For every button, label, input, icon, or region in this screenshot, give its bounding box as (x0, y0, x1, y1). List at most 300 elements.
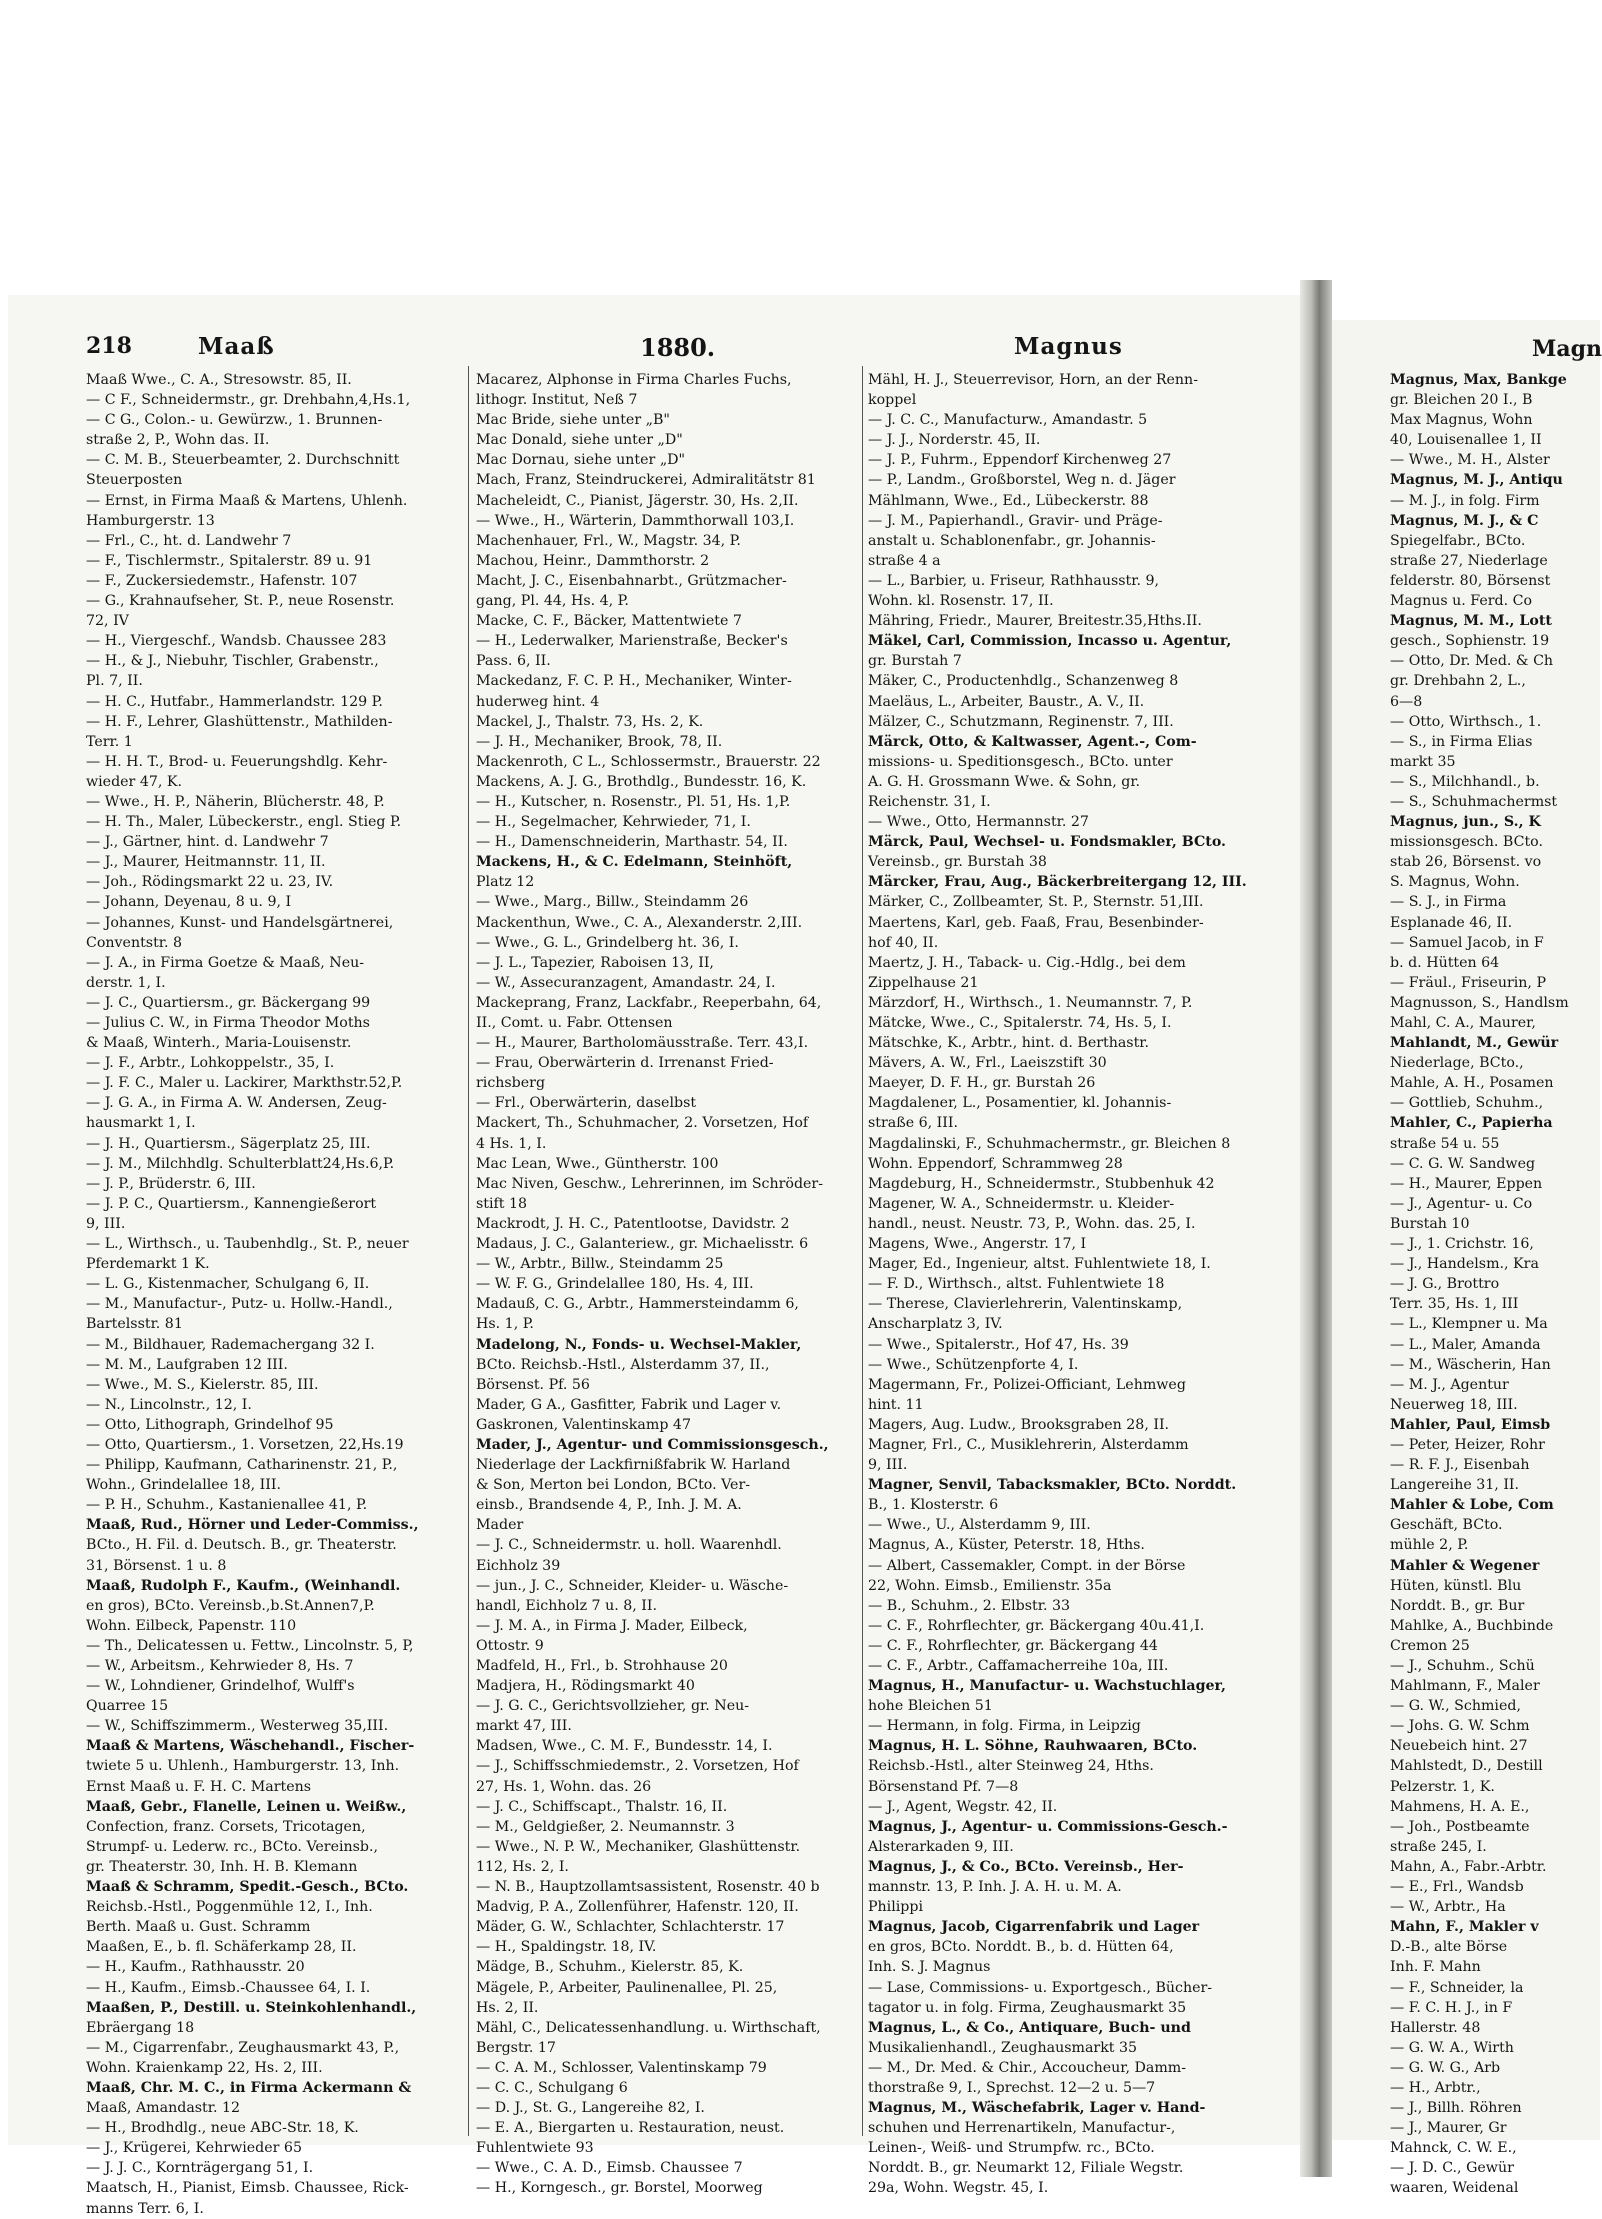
directory-entry-line: mühle 2, P. (1390, 1537, 1469, 1554)
directory-entry-line: Mähl, C., Delicatessenhandlung. u. Wirthschaft, (476, 2019, 821, 2036)
directory-entry-line: — Hermann, in folg. Firma, in Leipzig (868, 1718, 1141, 1735)
directory-entry-line: — H., Viergeschf., Wandsb. Chaussee 283 (86, 633, 387, 650)
directory-entry-line: handl., neust. Neustr. 73, P., Wohn. das. 25, I. (868, 1215, 1196, 1232)
directory-entry-line: Max Magnus, Wohn (1390, 412, 1533, 429)
directory-entry-line: Börsenstand Pf. 7—8 (868, 1778, 1019, 1795)
directory-entry-line: — L., Maler, Amanda (1390, 1336, 1541, 1353)
directory-entry-line: lithogr. Institut, Neß 7 (476, 392, 638, 409)
directory-entry-line: derstr. 1, I. (86, 974, 166, 991)
directory-entry-line: Mader (476, 1517, 524, 1534)
directory-entry-line: Märcker, Frau, Aug., Bäckerbreitergang 12, III. (868, 874, 1247, 891)
directory-entry-line: — H., Kaufm., Rathhausstr. 20 (86, 1959, 305, 1976)
directory-entry-line: Mac Donald, siehe unter „D" (476, 432, 683, 449)
directory-entry-line: — Albert, Cassemakler, Compt. in der Börse (868, 1557, 1186, 1574)
directory-entry-line: Mahler & Wegener (1390, 1557, 1540, 1574)
directory-entry-line: felderstr. 80, Börsenst (1390, 572, 1551, 589)
directory-entry-line: — L., Wirthsch., u. Taubenhdlg., St. P., neuer (86, 1236, 409, 1253)
directory-entry-line: Wohn. kl. Rosenstr. 17, II. (868, 593, 1054, 610)
directory-entry-line: — W., Arbtr., Ha (1390, 1899, 1506, 1916)
directory-entry-line: — Samuel Jacob, in F (1390, 934, 1544, 951)
page-number: 218 (86, 333, 132, 359)
directory-entry-line: Gaskronen, Valentinskamp 47 (476, 1416, 691, 1433)
directory-entry-line: straße 27, Niederlage (1390, 552, 1548, 569)
directory-entry-line: Bartelsstr. 81 (86, 1316, 183, 1333)
directory-entry-line: gr. Bleichen 20 I., B (1390, 392, 1533, 409)
directory-entry-line: Reichsb.-Hstl., alter Steinweg 24, Hths. (868, 1758, 1154, 1775)
directory-entry-line: Mahlke, A., Buchbinde (1390, 1617, 1554, 1634)
directory-entry-line: — G. W., Schmied, (1390, 1698, 1521, 1715)
directory-entry-line: Pelzerstr. 1, K. (1390, 1778, 1495, 1795)
directory-entry-line: Quarree 15 (86, 1698, 169, 1715)
directory-entry-line: — Wwe., G. L., Grindelberg ht. 36, I. (476, 934, 739, 951)
directory-entry-line: b. d. Hütten 64 (1390, 954, 1500, 971)
directory-entry-line: — H., Brodhdlg., neue ABC-Str. 18, K. (86, 2120, 359, 2137)
directory-entry-line: Märzdorf, H., Wirthsch., 1. Neumannstr. 7, P. (868, 994, 1193, 1011)
directory-entry-line: gang, Pl. 44, Hs. 4, P. (476, 593, 629, 610)
directory-entry-line: — J. G. A., in Firma A. W. Andersen, Zeug- (86, 1095, 387, 1112)
directory-entry-line: Maaß, Chr. M. C., in Firma Ackermann & (86, 2079, 412, 2096)
directory-entry-line: Magener, W. A., Schneidermstr. u. Kleider- (868, 1195, 1175, 1212)
directory-entry-line: Magermann, Fr., Polizei-Officiant, Lehmweg (868, 1376, 1186, 1393)
directory-entry-line: Machou, Heinr., Dammthorstr. 2 (476, 552, 710, 569)
directory-entry-line: — J. C., Schiffscapt., Thalstr. 16, II. (476, 1798, 728, 1815)
directory-entry-line: D.-B., alte Börse (1390, 1939, 1508, 1956)
directory-entry-line: — E., Frl., Wandsb (1390, 1879, 1524, 1896)
directory-entry-line: Mäkel, Carl, Commission, Incasso u. Agentur, (868, 633, 1232, 650)
directory-entry-line: Magner, Frl., C., Musiklehrerin, Alsterdamm (868, 1436, 1189, 1453)
directory-entry-line: — H., Spaldingstr. 18, IV. (476, 1939, 657, 1956)
directory-entry-line: — G. W. A., Wirth (1390, 2039, 1514, 2056)
directory-entry-line: Hs. 2, II. (476, 1999, 539, 2016)
directory-entry-line: Hs. 1, P. (476, 1316, 534, 1333)
directory-entry-line: 4 Hs. 1, I. (476, 1135, 547, 1152)
directory-entry-line: A. G. H. Grossmann Wwe. & Sohn, gr. (868, 773, 1141, 790)
directory-column-next-page (1390, 370, 1600, 2197)
directory-entry-line: Hüten, künstl. Blu (1390, 1577, 1522, 1594)
directory-entry-line: waaren, Weidenal (1390, 2180, 1519, 2197)
directory-entry-line: — C. F., Rohrflechter, gr. Bäckergang 40u.41,I. (868, 1617, 1205, 1634)
directory-entry-line: II., Comt. u. Fabr. Ottensen (476, 1015, 673, 1031)
directory-entry-line: — Johs. G. W. Schm (1390, 1718, 1530, 1735)
directory-entry-line: Spiegelfabr., BCto. (1390, 532, 1526, 549)
directory-entry-line: Mähl, H. J., Steuerrevisor, Horn, an der Renn- (868, 372, 1198, 388)
directory-entry-line: — Joh., Rödingsmarkt 22 u. 23, IV. (86, 874, 334, 891)
directory-entry-line: Mackeprang, Franz, Lackfabr., Reeperbahn, 64, (476, 994, 822, 1011)
directory-entry-line: Macheleidt, C., Pianist, Jägerstr. 30, Hs. 2,II. (476, 492, 799, 509)
directory-entry-line: — H. Th., Maler, Lübeckerstr., engl. Stieg P. (86, 814, 402, 831)
directory-entry-line: — H. F., Lehrer, Glashüttenstr., Mathilden- (86, 713, 393, 730)
directory-entry-line: — J. J. C., Kornträgergang 51, I. (86, 2160, 314, 2177)
directory-entry-line: Mackedanz, F. C. P. H., Mechaniker, Winter- (476, 673, 792, 690)
directory-entry-line: — S., in Firma Elias (1390, 733, 1533, 750)
directory-entry-line: — Frau, Oberwärterin d. Irrenanst Fried- (476, 1055, 774, 1072)
directory-entry-line: Magers, Aug. Ludw., Brooksgraben 28, II. (868, 1416, 1170, 1433)
directory-column-2 (476, 370, 861, 2197)
directory-entry-line: Pferdemarkt 1 K. (86, 1256, 210, 1273)
directory-entry-line: — W., Assecuranzagent, Amandastr. 24, I. (476, 974, 776, 991)
directory-entry-line: Wohn. Kraienkamp 22, Hs. 2, III. (86, 2059, 323, 2076)
directory-column-1 (86, 370, 460, 2217)
directory-entry-line: Magens, Wwe., Angerstr. 17, I (868, 1236, 1087, 1253)
directory-entry-line: — Johannes, Kunst- und Handelsgärtnerei, (86, 914, 394, 931)
directory-entry-line: Magnus, M. M., Lott (1390, 613, 1552, 630)
directory-entry-line: BCto. Reichsb.-Hstl., Alsterdamm 37, II., (476, 1356, 770, 1373)
page-header (86, 333, 1136, 363)
directory-entry-line: hint. 11 (868, 1396, 924, 1413)
directory-entry-line: Anscharplatz 3, IV. (868, 1316, 1003, 1333)
directory-entry-line: Machenhauer, Frl., W., Magstr. 34, P. (476, 532, 741, 549)
directory-entry-line: — Wwe., Otto, Hermannstr. 27 (868, 814, 1089, 831)
directory-entry-line: 72, IV (86, 613, 129, 630)
directory-entry-line: Mackenthun, Wwe., C. A., Alexanderstr. 2,III. (476, 914, 803, 931)
directory-entry-line: Leinen-, Weiß- und Strumpfw. rc., BCto. (868, 2140, 1155, 2157)
directory-entry-line: Mäker, C., Productenhdlg., Schanzenweg 8 (868, 673, 1179, 690)
directory-entry-line: Pl. 7, II. (86, 673, 143, 690)
directory-entry-line: — Lase, Commissions- u. Exportgesch., Bücher- (868, 1979, 1213, 1996)
directory-entry-line: Mahn, A., Fabr.-Arbtr. (1390, 1858, 1547, 1875)
directory-entry-line: Magnus, A., Küster, Peterstr. 18, Hths. (868, 1537, 1145, 1554)
directory-entry-line: — J. P. C., Quartiersm., Kannengießerort (86, 1195, 377, 1212)
directory-entry-line: 6—8 (1390, 693, 1423, 710)
directory-entry-line: Wohn. Eilbeck, Papenstr. 110 (86, 1617, 297, 1634)
directory-entry-line: — Julius C. W., in Firma Theodor Moths (86, 1015, 370, 1031)
directory-entry-line: — P., Landm., Großborstel, Weg n. d. Jäger (868, 472, 1176, 489)
directory-entry-line: Mahlmann, F., Maler (1390, 1678, 1540, 1695)
directory-entry-line: Inh. F. Mahn (1390, 1959, 1481, 1976)
directory-entry-line: Mäder, G. W., Schlachter, Schlachterstr. 17 (476, 1919, 785, 1936)
directory-entry-line: Philippi (868, 1899, 923, 1916)
directory-entry-line: Maaß, Amandastr. 12 (86, 2100, 241, 2117)
directory-entry-line: Hamburgerstr. 13 (86, 512, 215, 529)
directory-entry-line: — S., Milchhandl., b. (1390, 773, 1540, 790)
directory-entry-line: — W., Schiffszimmerm., Westerweg 35,III. (86, 1718, 389, 1735)
directory-entry-line: — J., 1. Crichstr. 16, (1390, 1236, 1534, 1253)
directory-entry-line: — Wwe., Spitalerstr., Hof 47, Hs. 39 (868, 1336, 1129, 1353)
directory-entry-line: Mackens, H., & C. Edelmann, Steinhöft, (476, 854, 793, 871)
directory-entry-line: manns Terr. 6, I. (86, 2200, 204, 2217)
directory-entry-line: — L., Klempner u. Ma (1390, 1316, 1548, 1333)
directory-entry-line: — H. H. T., Brod- u. Feuerungshdlg. Kehr- (86, 753, 388, 770)
directory-entry-line: Märck, Paul, Wechsel- u. Fondsmakler, BCto. (868, 834, 1226, 851)
directory-entry-line: Maaßen, P., Destill. u. Steinkohlenhandl., (86, 1999, 417, 2016)
directory-entry-line: Alsterarkaden 9, III. (868, 1838, 1014, 1855)
directory-entry-line: Mahlandt, M., Gewür (1390, 1035, 1559, 1052)
directory-entry-line: gr. Theaterstr. 30, Inh. H. B. Klemann (86, 1858, 358, 1875)
directory-entry-line: — S., Schuhmachermst (1390, 793, 1558, 810)
directory-entry-line: schuhen und Herrenartikeln, Manufactur-, (868, 2120, 1176, 2137)
directory-entry-line: — J. C., Quartiersm., gr. Bäckergang 99 (86, 994, 371, 1011)
directory-entry-line: Terr. 1 (86, 733, 133, 750)
directory-entry-line: Terr. 35, Hs. 1, III (1390, 1296, 1519, 1313)
directory-entry-line: B., 1. Klosterstr. 6 (868, 1497, 999, 1514)
directory-entry-line: — Peter, Heizer, Rohr (1390, 1436, 1545, 1453)
directory-entry-line: — J. L., Tapezier, Raboisen 13, II, (476, 954, 714, 971)
directory-entry-line: Magnus, M., Wäschefabrik, Lager v. Hand- (868, 2100, 1206, 2117)
directory-entry-line: Musikalienhandl., Zeughausmarkt 35 (868, 2039, 1138, 2056)
directory-entry-line: — C. M. B., Steuerbeamter, 2. Durchschnitt (86, 452, 400, 469)
column-divider (862, 366, 863, 2136)
directory-entry-line: 9, III. (86, 1215, 126, 1232)
directory-entry-line: 29a, Wohn. Wegstr. 45, I. (868, 2180, 1049, 2197)
directory-entry-line: Maeläus, L., Arbeiter, Baustr., A. V., II. (868, 693, 1145, 710)
directory-entry-line: hof 40, II. (868, 934, 939, 951)
directory-entry-line: Maaß & Martens, Wäschehandl., Fischer- (86, 1738, 415, 1755)
directory-entry-line: Neuebeich hint. 27 (1390, 1738, 1528, 1755)
directory-entry-line: — M., Wäscherin, Han (1390, 1356, 1551, 1373)
directory-entry-line: — F., Zuckersiedemstr., Hafenstr. 107 (86, 572, 358, 589)
directory-entry-line: — Gottlieb, Schuhm., (1390, 1095, 1544, 1112)
directory-entry-line: Fuhlentwiete 93 (476, 2140, 594, 2157)
directory-entry-line: Langereihe 31, II. (1390, 1477, 1520, 1494)
directory-entry-line: handl, Eichholz 7 u. 8, II. (476, 1597, 658, 1614)
directory-entry-line: anstalt u. Schablonenfabr., gr. Johannis- (868, 532, 1156, 549)
directory-entry-line: S. Magnus, Wohn. (1390, 874, 1520, 891)
directory-entry-line: Norddt. B., gr. Bur (1390, 1597, 1525, 1614)
directory-entry-line: 9, III. (868, 1457, 908, 1474)
directory-entry-line: Steuerposten (86, 472, 183, 489)
directory-entry-line: — Otto, Quartiersm., 1. Vorsetzen, 22,Hs.19 (86, 1436, 404, 1453)
directory-entry-line: — H. C., Hutfabr., Hammerlandstr. 129 P. (86, 693, 383, 710)
directory-entry-line: — J., Billh. Röhren (1390, 2100, 1522, 2117)
directory-entry-line: Mac Bride, siehe unter „B" (476, 412, 670, 429)
directory-entry-line: Niederlage der Lackfirnißfabrik W. Harland (476, 1457, 791, 1474)
directory-entry-line: 22, Wohn. Eimsb., Emilienstr. 35a (868, 1577, 1112, 1594)
directory-entry-line: Zippelhause 21 (868, 974, 979, 991)
directory-entry-line: — H., Kaufm., Eimsb.-Chaussee 64, I. I. (86, 1979, 371, 1996)
directory-entry-line: Magnusson, S., Handlsm (1390, 994, 1569, 1011)
directory-entry-line: — F., Schneider, la (1390, 1979, 1524, 1996)
directory-entry-line: Madelong, N., Fonds- u. Wechsel-Makler, (476, 1336, 802, 1353)
directory-entry-line: — J. F. C., Maler u. Lackirer, Markthstr.52,P. (86, 1075, 403, 1092)
directory-entry-line: — H., Damenschneiderin, Marthastr. 54, II. (476, 834, 788, 851)
directory-entry-line: — J. H., Mechaniker, Brook, 78, II. (476, 733, 723, 750)
directory-entry-line: — B., Schuhm., 2. Elbstr. 33 (868, 1597, 1071, 1614)
directory-entry-line: Magnus, J., Agentur- u. Commissions-Gesch.- (868, 1818, 1228, 1835)
directory-entry-line: — H., Maurer, Eppen (1390, 1175, 1543, 1192)
directory-entry-line: Neuerweg 18, III. (1390, 1396, 1518, 1413)
directory-entry-line: twiete 5 u. Uhlenh., Hamburgerstr. 13, Inh. (86, 1758, 400, 1775)
directory-entry-line: — Joh., Postbeamte (1390, 1818, 1530, 1835)
directory-entry-line: — N. B., Hauptzollamtsassistent, Rosenstr. 40 b (476, 1879, 820, 1896)
directory-entry-line: — H., & J., Niebuhr, Tischler, Grabenstr., (86, 653, 379, 670)
directory-entry-line: Norddt. B., gr. Neumarkt 12, Filiale Wegstr. (868, 2160, 1184, 2177)
directory-entry-line: Mähring, Friedr., Maurer, Breitestr.35,Hths.II. (868, 613, 1202, 630)
directory-entry-line: & Maaß, Winterh., Maria-Louisenstr. (86, 1035, 352, 1052)
directory-entry-line: — C. G. W. Sandweg (1390, 1155, 1536, 1172)
directory-entry-line: Ottostr. 9 (476, 1637, 544, 1654)
directory-entry-line: Confection, franz. Corsets, Tricotagen, (86, 1818, 366, 1835)
directory-entry-line: Mahler & Lobe, Com (1390, 1497, 1554, 1514)
directory-entry-line: Magnus, M. J., & C (1390, 512, 1539, 529)
directory-entry-line: 112, Hs. 2, I. (476, 1858, 569, 1875)
directory-entry-line: Platz 12 (476, 874, 535, 891)
directory-entry-line: thorstraße 9, I., Sprechst. 12—2 u. 5—7 (868, 2079, 1156, 2096)
directory-entry-line: Magnus, M. J., Antiqu (1390, 472, 1563, 489)
directory-entry-line: huderweg hint. 4 (476, 693, 600, 710)
directory-entry-line: — M., Manufactur-, Putz- u. Hollw.-Handl., (86, 1296, 393, 1313)
directory-entry-line: Strumpf- u. Lederw. rc., BCto. Vereinsb., (86, 1838, 379, 1855)
directory-entry-line: gr. Drehbahn 2, L., (1390, 673, 1526, 690)
directory-entry-line: stab 26, Börsenst. vo (1390, 854, 1542, 871)
directory-entry-line: — Wwe., N. P. W., Mechaniker, Glashüttenstr. (476, 1838, 801, 1855)
directory-entry-line: — W. F. G., Grindelallee 180, Hs. 4, III. (476, 1276, 754, 1293)
directory-entry-line: Mahlstedt, D., Destill (1390, 1758, 1543, 1775)
directory-entry-line: Burstah 10 (1390, 1215, 1470, 1232)
directory-entry-line: — Johann, Deyenau, 8 u. 9, I (86, 894, 292, 911)
directory-entry-line: Magdalinski, F., Schuhmachermstr., gr. Bleichen 8 (868, 1135, 1231, 1152)
directory-entry-line: einsb., Brandsende 4, P., Inh. J. M. A. (476, 1497, 742, 1514)
directory-entry-line: Magnus, jun., S., K (1390, 814, 1541, 831)
directory-entry-line: Wohn. Eppendorf, Schrammweg 28 (868, 1155, 1123, 1172)
directory-entry-line: straße 6, III. (868, 1115, 958, 1132)
directory-entry-line: Maaß, Rud., Hörner und Leder-Commiss., (86, 1517, 419, 1534)
directory-entry-line: Mackert, Th., Schuhmacher, 2. Vorsetzen, Hof (476, 1115, 809, 1132)
directory-entry-line: — J., Agentur- u. Co (1390, 1195, 1533, 1212)
directory-entry-line: — Wwe., Marg., Billw., Steindamm 26 (476, 894, 749, 911)
directory-entry-line: missions- u. Speditionsgesch., BCto. unter (868, 753, 1173, 770)
directory-entry-line: — J. F., Arbtr., Lohkoppelstr., 35, I. (86, 1055, 335, 1072)
directory-entry-line: tagator u. in folg. Firma, Zeughausmarkt 35 (868, 1999, 1187, 2016)
directory-entry-line: — Fräul., Friseurin, P (1390, 974, 1546, 991)
directory-entry-line: markt 47, III. (476, 1718, 572, 1735)
directory-entry-line: Mälzer, C., Schutzmann, Reginenstr. 7, III. (868, 713, 1174, 730)
directory-entry-line: Mackens, A. J. G., Brothdlg., Bundesstr. 16, K. (476, 773, 807, 790)
directory-entry-line: Mager, Ed., Ingenieur, altst. Fuhlentwiete 18, I. (868, 1256, 1211, 1273)
directory-entry-line: Geschäft, BCto. (1390, 1517, 1503, 1534)
directory-entry-line: Mätschke, K., Arbtr., hint. d. Berthastr. (868, 1035, 1150, 1052)
directory-entry-line: — H., Kutscher, n. Rosenstr., Pl. 51, Hs. 1,P. (476, 793, 791, 810)
directory-entry-line: Macarez, Alphonse in Firma Charles Fuchs, (476, 372, 792, 388)
directory-entry-line: — J. H., Quartiersm., Sägerplatz 25, III. (86, 1135, 371, 1152)
directory-entry-line: — Otto, Lithograph, Grindelhof 95 (86, 1416, 334, 1433)
directory-entry-line: 27, Hs. 1, Wohn. das. 26 (476, 1778, 652, 1795)
directory-entry-line: Mahl, C. A., Maurer, (1390, 1015, 1536, 1031)
header-year: 1880. (640, 333, 716, 362)
directory-entry-line: — S. J., in Firma (1390, 894, 1507, 911)
directory-entry-line: Mac Lean, Wwe., Güntherstr. 100 (476, 1155, 719, 1172)
directory-entry-line: Magnus, Jacob, Cigarrenfabrik und Lager (868, 1919, 1200, 1936)
directory-entry-line: — N., Lincolnstr., 12, I. (86, 1396, 252, 1413)
directory-entry-line: — D. J., St. G., Langereihe 82, I. (476, 2100, 705, 2117)
directory-entry-line: — Wwe., M. H., Alster (1390, 452, 1550, 469)
directory-entry-line: Magdeburg, H., Schneidermstr., Stubbenhuk 42 (868, 1175, 1215, 1192)
directory-entry-line: mannstr. 13, P. Inh. J. A. H. u. M. A. (868, 1879, 1122, 1896)
directory-entry-line: Inh. S. J. Magnus (868, 1959, 991, 1976)
directory-entry-line: gesch., Sophienstr. 19 (1390, 633, 1550, 650)
directory-entry-line: Madfeld, H., Frl., b. Strohhause 20 (476, 1658, 728, 1674)
directory-entry-line: — P. H., Schuhm., Kastanienallee 41, P. (86, 1497, 368, 1514)
directory-entry-line: Magnus, H., Manufactur- u. Wachstuchlager, (868, 1678, 1226, 1695)
directory-entry-line: — C. F., Arbtr., Caffamacherreihe 10a, III. (868, 1658, 1169, 1674)
directory-entry-line: — J., Krügerei, Kehrwieder 65 (86, 2140, 302, 2157)
directory-entry-line: Reichsb.-Hstl., Poggenmühle 12, I., Inh. (86, 1899, 373, 1916)
directory-entry-line: Maertz, J. H., Taback- u. Cig.-Hdlg., bei dem (868, 954, 1186, 971)
directory-entry-line: — H., Arbtr., (1390, 2079, 1481, 2096)
directory-entry-line: Macht, J. C., Eisenbahnarbt., Grützmacher- (476, 572, 787, 589)
directory-entry-line: richsberg (476, 1075, 546, 1092)
directory-entry-line: — M. M., Laufgraben 12 III. (86, 1356, 288, 1373)
header-left-keyword: Maaß (198, 333, 275, 360)
directory-entry-line: — L. G., Kistenmacher, Schulgang 6, II. (86, 1276, 370, 1293)
directory-entry-line: Mac Dornau, siehe unter „D" (476, 452, 686, 469)
directory-entry-line: Magnus, H. L. Söhne, Rauhwaaren, BCto. (868, 1738, 1198, 1755)
directory-entry-line: Mädge, B., Schuhm., Kielerstr. 85, K. (476, 1959, 744, 1976)
header-right-keyword: Magnus (1014, 333, 1123, 360)
directory-entry-line: Madjera, H., Rödingsmarkt 40 (476, 1678, 695, 1695)
directory-entry-line: Niederlage, BCto., (1390, 1055, 1524, 1072)
directory-entry-line: Börsenst. Pf. 56 (476, 1376, 590, 1393)
directory-entry-line: — J. G., Brottro (1390, 1276, 1500, 1293)
directory-entry-line: — Wwe., U., Alsterdamm 9, III. (868, 1517, 1091, 1534)
directory-entry-line: Mackel, J., Thalstr. 73, Hs. 2, K. (476, 713, 704, 730)
directory-entry-line: Maaßen, E., b. fl. Schäferkamp 28, II. (86, 1939, 357, 1956)
directory-entry-line: Madauß, C. G., Arbtr., Hammersteindamm 6, (476, 1296, 799, 1313)
directory-entry-line: 31, Börsenst. 1 u. 8 (86, 1557, 227, 1574)
directory-entry-line: Mader, G A., Gasfitter, Fabrik und Lager v. (476, 1396, 782, 1413)
directory-entry-line: — H., Lederwalker, Marienstraße, Becker's (476, 633, 788, 650)
directory-entry-line: Vereinsb., gr. Burstah 38 (868, 854, 1047, 871)
directory-entry-line: — L., Barbier, u. Friseur, Rathhausstr. 9, (868, 572, 1160, 589)
directory-entry-line: missionsgesch. BCto. (1390, 834, 1543, 851)
directory-entry-line: Mahmens, H. A. E., (1390, 1798, 1530, 1815)
directory-entry-line: — Wwe., H., Wärterin, Dammthorwall 103,I. (476, 512, 795, 529)
directory-entry-line: — M. J., in folg. Firm (1390, 492, 1540, 509)
directory-entry-line: — J. P., Brüderstr. 6, III. (86, 1175, 256, 1192)
directory-entry-line: — M. J., Agentur (1390, 1376, 1509, 1393)
book-gutter (1300, 280, 1332, 2177)
column-divider (468, 366, 469, 2136)
directory-entry-line: — H., Segelmacher, Kehrwieder, 71, I. (476, 814, 751, 831)
directory-entry-line: — J. D. C., Gewür (1390, 2160, 1514, 2177)
directory-entry-line: Pass. 6, II. (476, 653, 551, 670)
directory-entry-line: Cremon 25 (1390, 1637, 1470, 1654)
next-page-header-keyword: Magn (1532, 336, 1602, 362)
directory-entry-line: — Wwe., Schützenpforte 4, I. (868, 1356, 1079, 1373)
directory-entry-line: — W., Lohndiener, Grindelhof, Wulff's (86, 1678, 355, 1695)
directory-entry-line: gr. Burstah 7 (868, 653, 962, 670)
directory-entry-line: — Wwe., M. S., Kielerstr. 85, III. (86, 1376, 319, 1393)
directory-entry-line: Maaß & Schramm, Spedit.-Gesch., BCto. (86, 1879, 409, 1896)
directory-entry-line: Mählmann, Wwe., Ed., Lübeckerstr. 88 (868, 492, 1149, 509)
directory-entry-line: Mahler, C., Papierha (1390, 1115, 1553, 1132)
directory-entry-line: straße 2, P., Wohn das. II. (86, 432, 270, 449)
directory-entry-line: Mägele, P., Arbeiter, Paulinenallee, Pl. 25, (476, 1979, 778, 1996)
directory-entry-line: — Otto, Wirthsch., 1. (1390, 713, 1542, 730)
directory-entry-line: Madsen, Wwe., C. M. F., Bundesstr. 14, I. (476, 1738, 773, 1755)
directory-entry-line: Magnus, J., & Co., BCto. Vereinsb., Her- (868, 1858, 1184, 1875)
directory-entry-line: Maertens, Karl, geb. Faaß, Frau, Besenbinder- (868, 914, 1204, 931)
directory-entry-line: — J. G. C., Gerichtsvollzieher, gr. Neu- (476, 1698, 750, 1715)
directory-entry-line: — H., Korngesch., gr. Borstel, Moorweg (476, 2180, 763, 2197)
directory-entry-line: Madvig, P. A., Zollenführer, Hafenstr. 120, II. (476, 1899, 799, 1916)
directory-entry-line: Märker, C., Zollbeamter, St. P., Sternstr. 51,III. (868, 894, 1204, 911)
directory-entry-line: en gros, BCto. Norddt. B., b. d. Hütten 64, (868, 1939, 1174, 1956)
directory-entry-line: — C. A. M., Schlosser, Valentinskamp 79 (476, 2059, 767, 2076)
directory-entry-line: Mach, Franz, Steindruckerei, Admiralitätstr 81 (476, 472, 816, 489)
directory-entry-line: Mac Niven, Geschw., Lehrerinnen, im Schröder- (476, 1175, 824, 1192)
directory-entry-line: — Philipp, Kaufmann, Catharinenstr. 21, P., (86, 1457, 398, 1474)
directory-entry-line: — J., Agent, Wegstr. 42, II. (868, 1798, 1058, 1815)
directory-entry-line: — J., Gärtner, hint. d. Landwehr 7 (86, 834, 329, 851)
directory-entry-line: — G. W. G., Arb (1390, 2059, 1501, 2076)
directory-entry-line: straße 4 a (868, 552, 941, 569)
directory-entry-line: Mackrodt, J. H. C., Patentlootse, Davidstr. 2 (476, 1215, 790, 1232)
directory-entry-line: — M., Bildhauer, Rademachergang 32 I. (86, 1336, 375, 1353)
directory-entry-line: Hallerstr. 48 (1390, 2019, 1481, 2036)
directory-entry-line: wieder 47, K. (86, 773, 183, 790)
directory-entry-line: Maaß, Gebr., Flanelle, Leinen u. Weißw., (86, 1798, 407, 1815)
directory-entry-line: — Wwe., H. P., Näherin, Blücherstr. 48, P. (86, 793, 385, 810)
